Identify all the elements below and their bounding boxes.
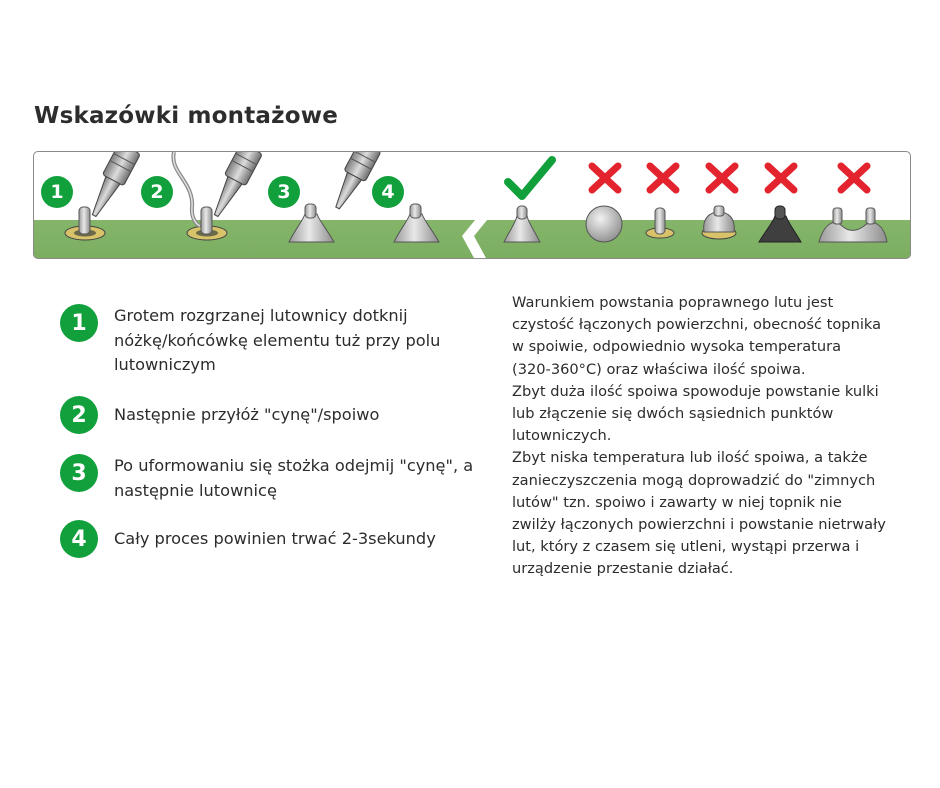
- cross-icon: [704, 161, 740, 195]
- info-line: w spoiwie, odpowiednio wysoka temperatura: [512, 338, 842, 356]
- step-item-2: [60, 396, 494, 434]
- info-line: lutów" tzn. spoiwo i zawarty w niej topnik nie: [512, 493, 842, 511]
- info-line: Zbyt duża ilość spoiwa spowoduje powstanie kulki: [512, 382, 879, 400]
- soldering-illustration: [33, 151, 911, 259]
- cross-icon: [645, 161, 681, 195]
- step-4-marker: 4: [372, 176, 404, 208]
- step-item-3: [60, 454, 494, 503]
- info-line: lut, który z czasem się utleni, wystąpi przerwa i: [512, 538, 860, 556]
- step-item-1: [60, 304, 494, 378]
- step-number-badge: 1: [60, 304, 98, 342]
- step-text: Grotem rozgrzanej lutownicy dotknij nóżkę/końcówkę elementu tuż przy polu lutowniczym: [114, 306, 441, 374]
- info-line: (320-360°C) oraz właściwa ilość spoiwa.: [512, 360, 806, 378]
- info-line: czystość łączonych powierzchni, obecność topnika: [512, 316, 882, 334]
- step-3-scene: [289, 152, 381, 242]
- step-number-badge: 2: [60, 396, 98, 434]
- step-text: Po uformowaniu się stożka odejmij "cynę", a następnie lutownicę: [114, 456, 474, 500]
- step-number-badge: 4: [60, 520, 98, 558]
- info-line: lub złączenie się dwóch sąsiednich punktów: [512, 405, 834, 423]
- step-4-scene: [394, 204, 439, 242]
- cross-icon: [763, 161, 799, 195]
- good-joint: [504, 206, 540, 242]
- info-paragraph: [512, 292, 912, 581]
- info-line: zanieczyszczenia mogą doprowadzić do "zimnych: [512, 471, 876, 489]
- info-line: urządzenie przestanie działać.: [512, 560, 734, 578]
- check-icon: [504, 154, 556, 204]
- step-1-marker: 1: [41, 176, 73, 208]
- step-item-4: [60, 520, 494, 558]
- info-line: Zbyt niska temperatura lub ilość spoiwa, a także: [512, 449, 868, 467]
- step-2-scene: [173, 152, 262, 240]
- step-3-marker: 3: [268, 176, 300, 208]
- info-line: lutowniczych.: [512, 427, 612, 445]
- info-line: zwilży łączonych powierzchni i powstanie nietrwały: [512, 516, 886, 534]
- step-1-scene: [65, 152, 140, 240]
- cross-icon: [836, 161, 872, 195]
- cross-icon: [587, 161, 623, 195]
- step-text: Cały proces powinien trwać 2-3sekundy: [114, 529, 436, 548]
- step-text: Następnie przyłóż "cynę"/spoiwo: [114, 405, 380, 424]
- step-2-marker: 2: [141, 176, 173, 208]
- step-number-badge: 3: [60, 454, 98, 492]
- page-title: Wskazówki montażowe: [34, 103, 338, 129]
- info-line: Warunkiem powstania poprawnego lutu jest: [512, 294, 834, 311]
